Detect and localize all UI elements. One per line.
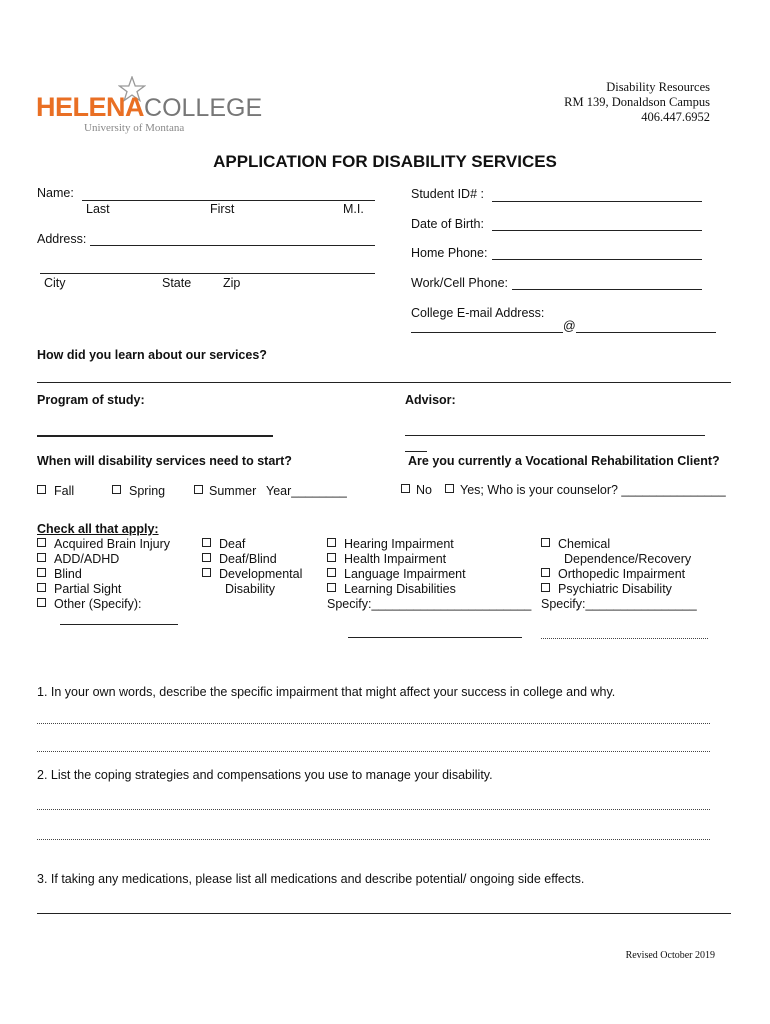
checkbox-item[interactable]: Chemical bbox=[541, 537, 697, 552]
checkbox-icon[interactable] bbox=[112, 485, 121, 494]
address-field[interactable] bbox=[90, 245, 375, 246]
checkbox-item[interactable]: ADD/ADHD bbox=[37, 552, 170, 567]
checkbox-icon[interactable] bbox=[202, 538, 211, 547]
disability-column-4 bbox=[541, 537, 697, 612]
checkbox-icon[interactable] bbox=[445, 484, 454, 493]
program-field[interactable] bbox=[37, 435, 273, 437]
last-name-caption: Last bbox=[86, 202, 110, 216]
dob-field[interactable] bbox=[492, 230, 702, 231]
email-at-sign: @ bbox=[563, 319, 576, 333]
voc-no-option[interactable]: No bbox=[401, 483, 432, 497]
name-label: Name: bbox=[37, 186, 74, 200]
disability-column-3 bbox=[327, 537, 531, 612]
dob-label: Date of Birth: bbox=[411, 217, 484, 231]
checkbox-item[interactable]: Partial Sight bbox=[37, 582, 170, 597]
email-label: College E-mail Address: bbox=[411, 306, 545, 320]
checkbox-icon[interactable] bbox=[37, 598, 46, 607]
voc-yes-option[interactable]: Yes; Who is your counselor? _______________ bbox=[445, 483, 726, 497]
checkbox-item[interactable]: Psychiatric Disability bbox=[541, 582, 697, 597]
q2-answer-line-1[interactable] bbox=[37, 809, 710, 810]
office-phone: 406.447.6952 bbox=[641, 110, 710, 124]
home-phone-field[interactable] bbox=[492, 259, 702, 260]
q1-answer-line-2[interactable] bbox=[37, 751, 710, 752]
learn-question: How did you learn about our services? bbox=[37, 348, 267, 362]
checkbox-item[interactable]: Health Impairment bbox=[327, 552, 531, 567]
voc-rehab-question: Are you currently a Vocational Rehabilitation Client? bbox=[408, 454, 720, 468]
logo-subtitle: University of Montana bbox=[84, 122, 185, 134]
checkbox-item[interactable]: Blind bbox=[37, 567, 170, 582]
question-3: 3. If taking any medications, please list all medications and describe potential/ ongoing side effects. bbox=[37, 872, 585, 886]
checkbox-item[interactable]: Learning Disabilities bbox=[327, 582, 531, 597]
col4-specify-field-2[interactable] bbox=[541, 638, 708, 639]
specify-field[interactable]: Specify:________________ bbox=[541, 597, 697, 611]
office-address-block bbox=[564, 80, 710, 125]
advisor-label: Advisor: bbox=[405, 393, 456, 407]
first-name-caption: First bbox=[210, 202, 235, 216]
revision-note: Revised October 2019 bbox=[625, 950, 715, 961]
advisor-field[interactable] bbox=[405, 435, 705, 436]
checkbox-icon[interactable] bbox=[37, 583, 46, 592]
logo-college-text: COLLEGE bbox=[144, 94, 263, 122]
checkbox-item-continuation: Dependence/Recovery bbox=[564, 552, 692, 566]
question-2: 2. List the coping strategies and compensations you use to manage your disability. bbox=[37, 768, 493, 782]
checkbox-item[interactable]: Language Impairment bbox=[327, 567, 531, 582]
checkbox-icon[interactable] bbox=[202, 553, 211, 562]
q1-answer-line-1[interactable] bbox=[37, 723, 710, 724]
q2-answer-line-2[interactable] bbox=[37, 839, 710, 840]
learn-answer-field[interactable] bbox=[37, 382, 731, 383]
checkbox-icon[interactable] bbox=[541, 538, 550, 547]
checkbox-icon[interactable] bbox=[37, 553, 46, 562]
email-domain-field[interactable] bbox=[576, 332, 716, 333]
checkbox-icon[interactable] bbox=[37, 568, 46, 577]
student-id-label: Student ID# : bbox=[411, 187, 484, 201]
page-title: APPLICATION FOR DISABILITY SERVICES bbox=[213, 152, 557, 171]
year-field[interactable]: Year________ bbox=[266, 484, 347, 498]
cell-phone-label: Work/Cell Phone: bbox=[411, 276, 509, 290]
mi-caption: M.I. bbox=[343, 202, 364, 216]
checkbox-icon[interactable] bbox=[327, 583, 336, 592]
city-state-zip-field[interactable] bbox=[40, 273, 375, 274]
zip-caption: Zip bbox=[223, 276, 241, 290]
office-room: RM 139, Donaldson Campus bbox=[564, 95, 710, 109]
specify-field[interactable]: Specify:_______________________ bbox=[327, 597, 532, 611]
checkbox-icon[interactable] bbox=[541, 583, 550, 592]
name-field[interactable] bbox=[82, 200, 375, 201]
checkbox-item[interactable]: Hearing Impairment bbox=[327, 537, 531, 552]
address-label: Address: bbox=[37, 232, 87, 246]
checkbox-icon[interactable] bbox=[202, 568, 211, 577]
checkbox-icon[interactable] bbox=[327, 568, 336, 577]
disability-column-1 bbox=[37, 537, 170, 612]
q3-answer-line[interactable] bbox=[37, 913, 731, 914]
office-name: Disability Resources bbox=[606, 80, 710, 94]
other-specify-field[interactable] bbox=[60, 624, 178, 625]
state-caption: State bbox=[162, 276, 192, 290]
email-user-field[interactable] bbox=[411, 332, 563, 333]
checkbox-item-continuation: Disability bbox=[225, 582, 276, 596]
checkbox-item[interactable]: Developmental bbox=[202, 567, 302, 582]
summer-option[interactable]: Summer bbox=[194, 484, 256, 498]
checkbox-icon[interactable] bbox=[194, 485, 203, 494]
check-all-heading: Check all that apply: bbox=[37, 522, 159, 536]
checkbox-item[interactable]: Deaf bbox=[202, 537, 302, 552]
fall-option[interactable]: Fall bbox=[37, 484, 74, 498]
question-1: 1. In your own words, describe the specific impairment that might affect your success in college and why. bbox=[37, 685, 616, 699]
disability-column-2 bbox=[202, 537, 302, 597]
checkbox-icon[interactable] bbox=[37, 538, 46, 547]
checkbox-icon[interactable] bbox=[401, 484, 410, 493]
advisor-field-continuation bbox=[405, 451, 427, 452]
program-label: Program of study: bbox=[37, 393, 145, 407]
checkbox-icon[interactable] bbox=[327, 538, 336, 547]
logo-helena-text: HELENA bbox=[36, 92, 145, 122]
city-caption: City bbox=[44, 276, 66, 290]
start-question: When will disability services need to start? bbox=[37, 454, 292, 468]
checkbox-item[interactable]: Deaf/Blind bbox=[202, 552, 302, 567]
checkbox-icon[interactable] bbox=[541, 568, 550, 577]
checkbox-item[interactable]: Other (Specify): bbox=[37, 597, 170, 612]
col3-specify-field-2[interactable] bbox=[348, 637, 522, 638]
checkbox-item[interactable]: Acquired Brain Injury bbox=[37, 537, 170, 552]
cell-phone-field[interactable] bbox=[512, 289, 702, 290]
student-id-field[interactable] bbox=[492, 201, 702, 202]
checkbox-item[interactable]: Orthopedic Impairment bbox=[541, 567, 697, 582]
spring-option[interactable]: Spring bbox=[112, 484, 165, 498]
checkbox-icon[interactable] bbox=[37, 485, 46, 494]
home-phone-label: Home Phone: bbox=[411, 246, 488, 260]
checkbox-icon[interactable] bbox=[327, 553, 336, 562]
